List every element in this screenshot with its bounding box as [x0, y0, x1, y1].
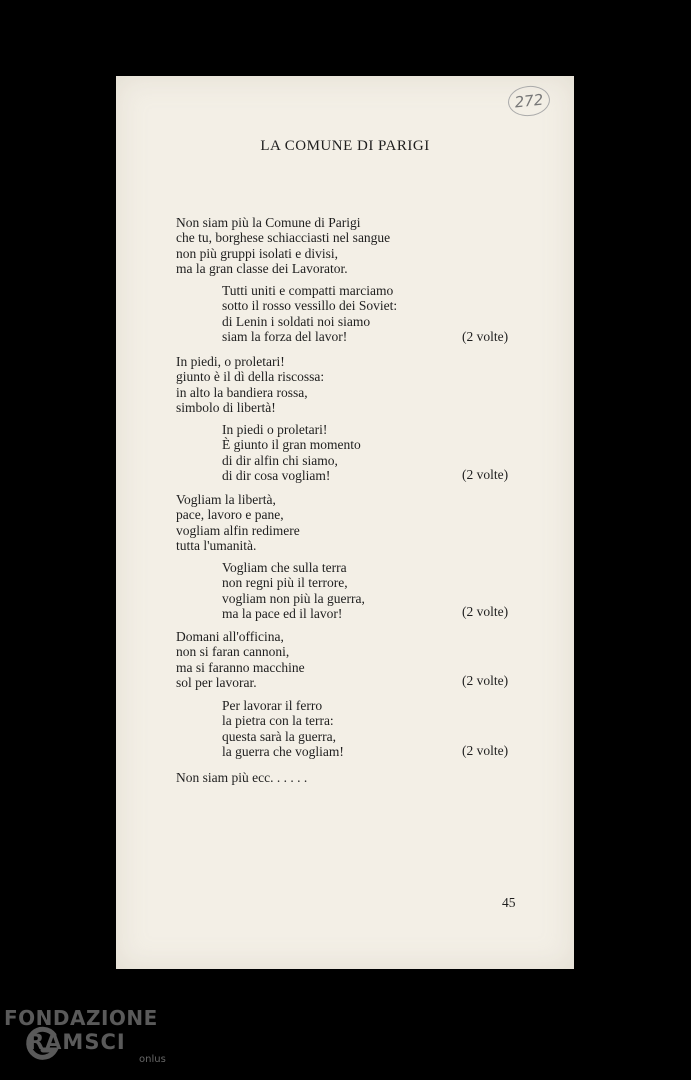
stanza-6: [222, 560, 365, 621]
verse-line: in alto la bandiera rossa,: [176, 384, 308, 400]
logo-text-onlus: onlus: [139, 1054, 166, 1065]
logo-text-fondazione: FONDAZIONE: [4, 1006, 158, 1030]
document-page: [116, 76, 574, 969]
page-number: 45: [502, 895, 516, 910]
repeat-mark: (2 volte): [462, 467, 509, 482]
verse-line: ma si faranno macchine: [176, 659, 305, 675]
stanza-4: [222, 422, 361, 483]
verse-line: di Lenin i soldati noi siamo: [222, 313, 371, 329]
archive-number: 272: [507, 84, 552, 118]
verse-line: giunto è il dì della riscossa:: [176, 369, 325, 385]
verse-line: sol per lavorar.: [176, 674, 257, 690]
verse-line: vogliam non più la guerra,: [222, 590, 365, 606]
fondazione-gramsci-logo: [4, 1006, 174, 1066]
verse-line: In piedi, o proletari!: [176, 354, 285, 369]
verse-line: Vogliam che sulla terra: [222, 560, 347, 575]
stanza-8: [222, 698, 344, 759]
stanza-2: [222, 283, 397, 344]
verse-line: ma la pace ed il lavor!: [222, 605, 343, 621]
verse-line: In piedi o proletari!: [222, 422, 328, 437]
verse-line: Vogliam la libertà,: [176, 492, 276, 507]
verse-line: questa sarà la guerra,: [222, 728, 336, 744]
verse-line: siam la forza del lavor!: [222, 328, 348, 344]
verse-line: È giunto il gran momento: [222, 437, 361, 453]
verse-line: tutta l'umanità.: [176, 537, 257, 553]
stanza-5: [176, 492, 300, 553]
verse-line: non più gruppi isolati e divisi,: [176, 245, 338, 261]
verse-line: di dir alfin chi siamo,: [222, 452, 338, 468]
verse-line: sotto il rosso vessillo dei Soviet:: [222, 298, 398, 314]
verse-line: non si faran cannoni,: [176, 644, 290, 660]
repeat-mark: (2 volte): [462, 604, 509, 619]
verse-line: Per lavorar il ferro: [222, 698, 323, 713]
verse-line: la pietra con la terra:: [222, 713, 334, 729]
stanza-7: [176, 629, 305, 690]
logo-text-gramsci: RAMSCI: [28, 1030, 126, 1054]
repeat-mark: (2 volte): [462, 673, 509, 688]
stanza-3: [176, 354, 324, 415]
verse-line: che tu, borghese schiacciasti nel sangue: [176, 230, 391, 246]
verse-line: Non siam più ecc. . . . . .: [176, 770, 308, 785]
verse-line: di dir cosa vogliam!: [222, 467, 331, 483]
repeat-mark: (2 volte): [462, 329, 509, 344]
repeat-mark: (2 volte): [462, 743, 509, 758]
verse-line: non regni più il terrore,: [222, 575, 348, 591]
stanza-9: [176, 770, 307, 785]
verse-line: Non siam più la Comune di Parigi: [176, 215, 361, 230]
verse-line: pace, lavoro e pane,: [176, 507, 284, 523]
verse-line: Domani all'officina,: [176, 629, 284, 644]
verse-line: ma la gran classe dei Lavorator.: [176, 260, 348, 276]
verse-line: la guerra che vogliam!: [222, 743, 344, 759]
stanza-1: [176, 215, 390, 276]
verse-line: vogliam alfin redimere: [176, 522, 300, 538]
verse-line: simbolo di libertà!: [176, 399, 276, 415]
page-title: LA COMUNE DI PARIGI: [260, 138, 430, 154]
verse-line: Tutti uniti e compatti marciamo: [222, 283, 394, 298]
